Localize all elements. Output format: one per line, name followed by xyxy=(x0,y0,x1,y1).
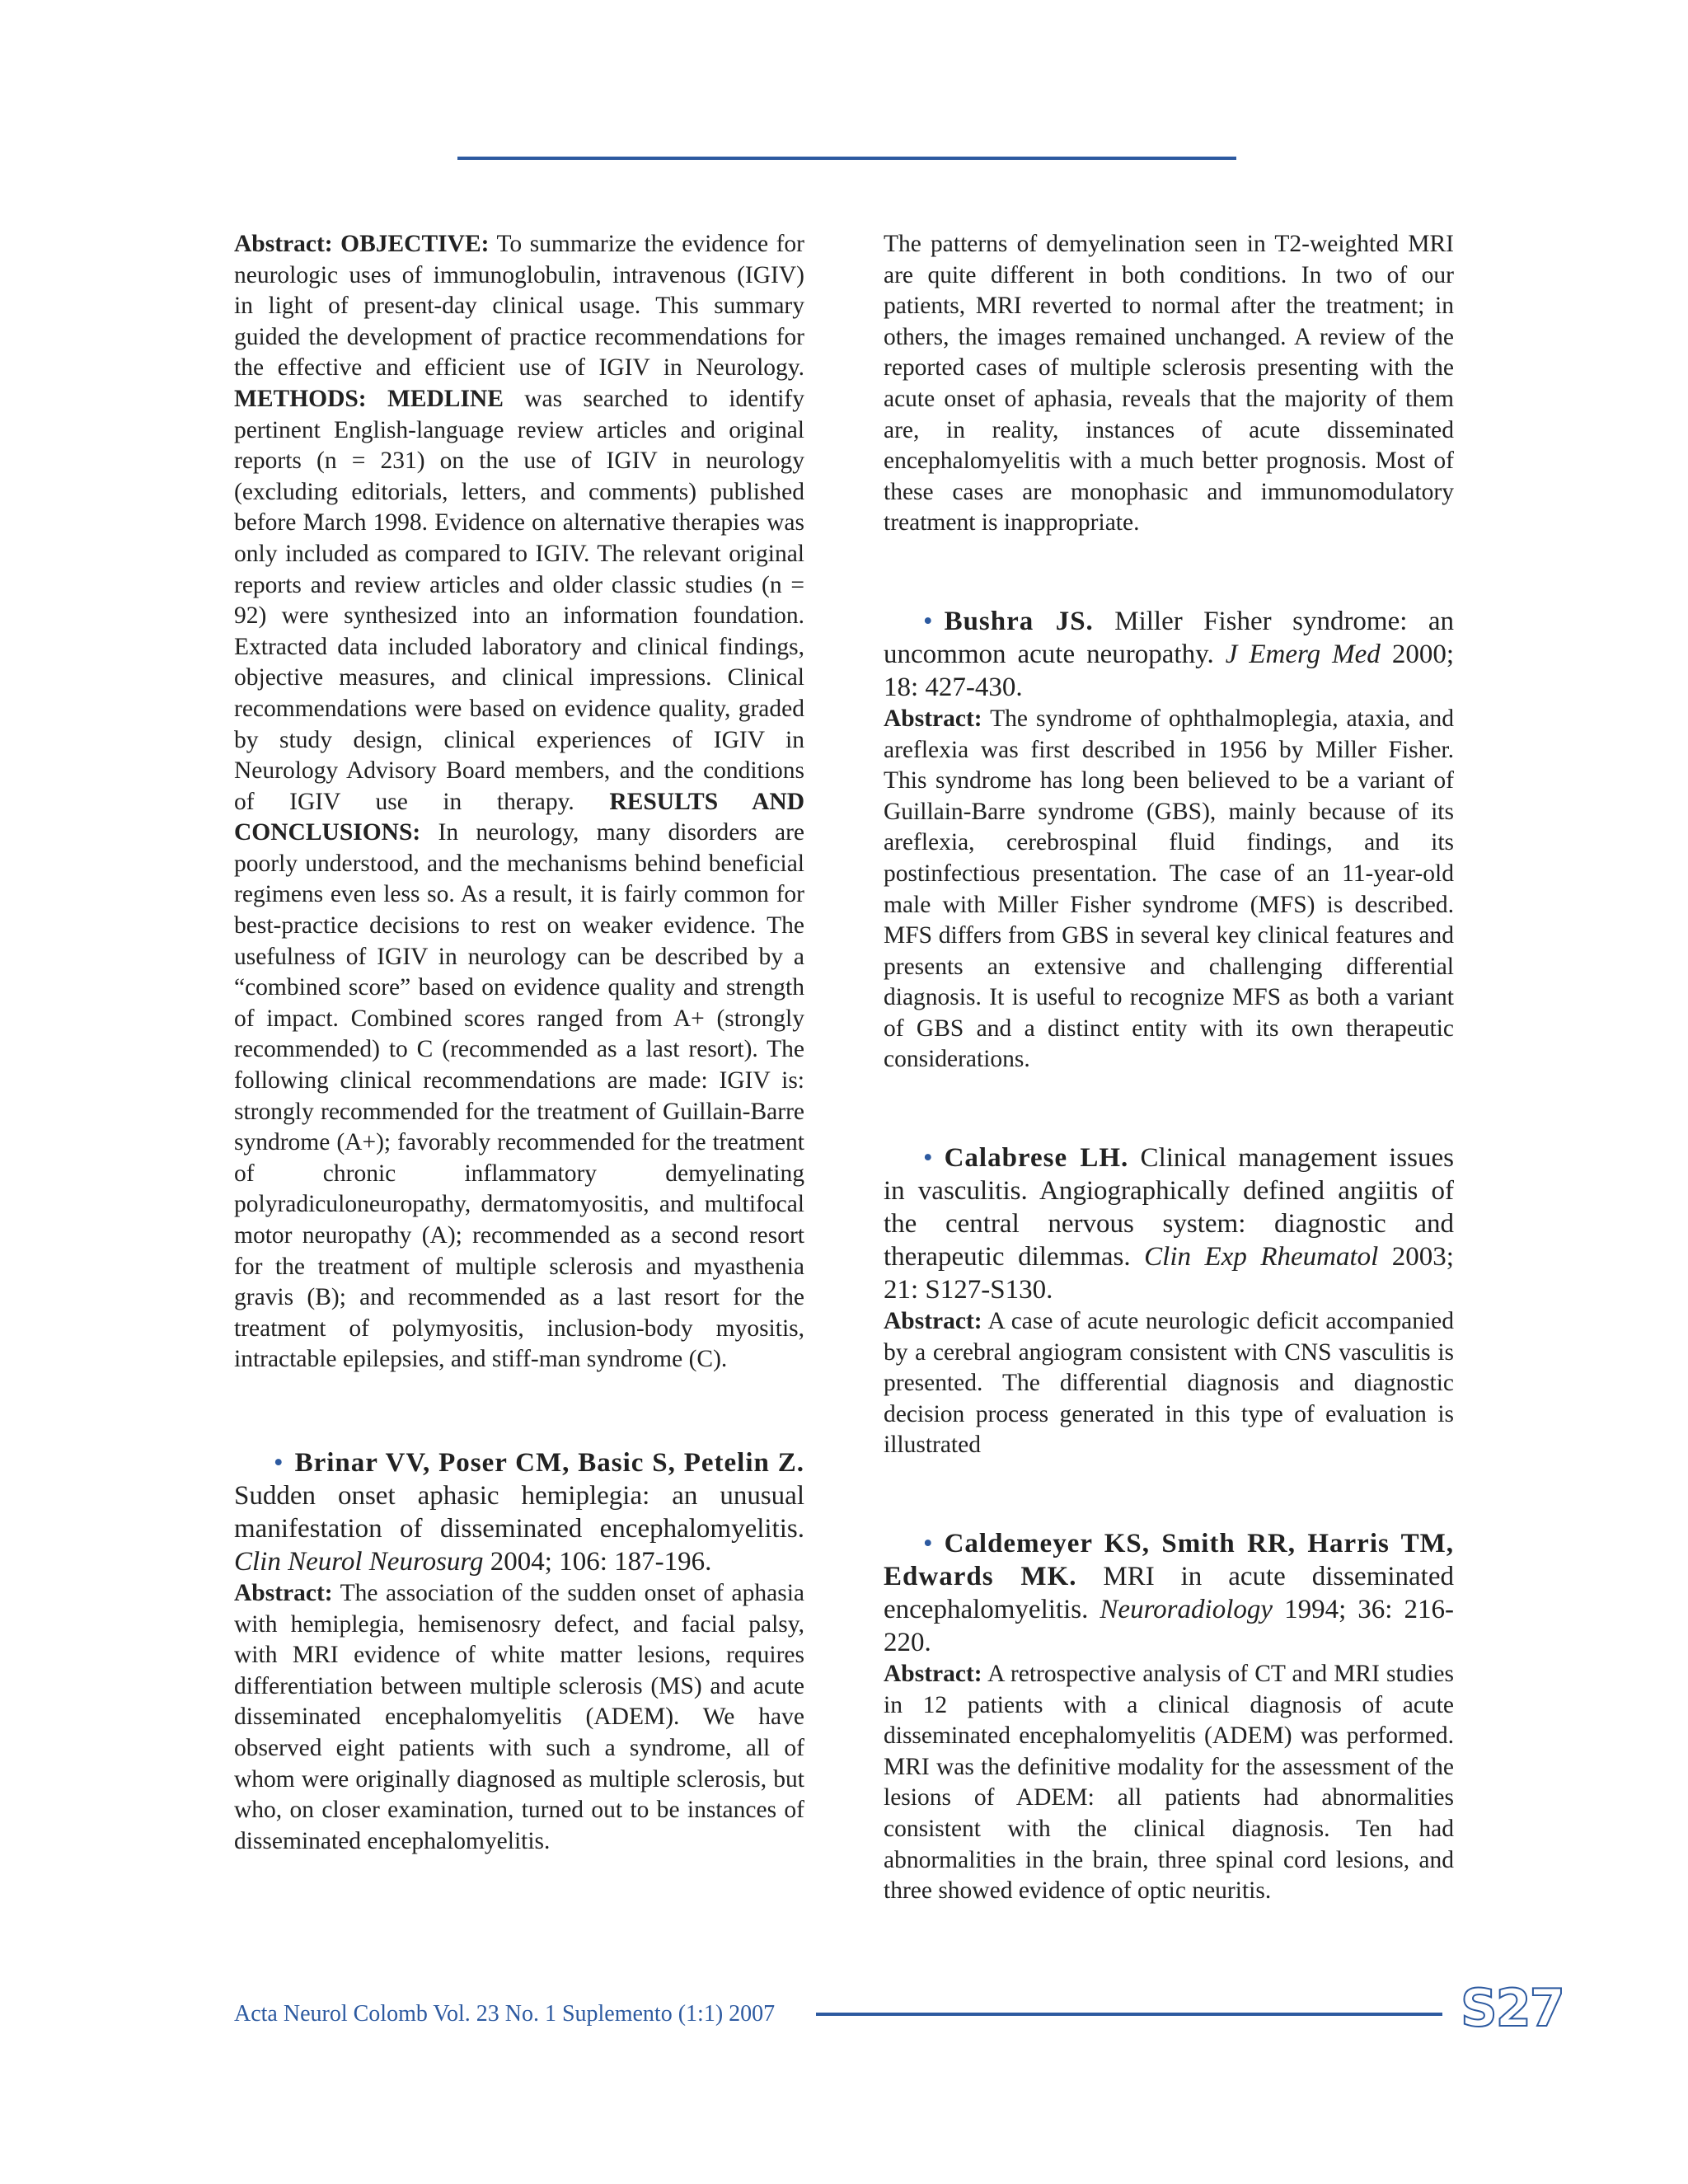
reference-abstract xyxy=(884,1306,1454,1461)
reference-abstract xyxy=(234,1578,804,1857)
reference-title: Sudden onset aphasic hemiplegia: an unusual manifestation of disseminated encephalomyelitis. xyxy=(234,1480,804,1544)
abstract-continuation: The patterns of demyelination seen in T2-weighted MRI are quite different in both conditions. In two of our patients, MRI reverted to normal after the treatment; in others, the images remained unchanged. A review of the reported cases of multiple sclerosis presenting with the acute onset of aphasia, reveals that the majority of them are, in reality, instances of acute disseminated encephalomyelitis with a much better prognosis. Most of these cases are monophasic and immunomodulatory treatment is inappropriate. xyxy=(884,231,1454,537)
reference-ref: 2003; 21: S127-S130. xyxy=(884,1242,1454,1305)
results-label: RESULTS AND CONCLUSIONS: xyxy=(234,788,804,846)
reference-journal: J Emerg Med xyxy=(1225,639,1381,669)
methods-label: METHODS: MEDLINE xyxy=(234,385,504,412)
reference-citation xyxy=(884,1141,1454,1306)
brinar-continuation xyxy=(884,229,1454,539)
objective-label: Abstract: OBJECTIVE: xyxy=(234,231,490,257)
bullet-icon: • xyxy=(923,606,933,636)
reference-journal: Clin Neurol Neurosurg xyxy=(234,1546,484,1577)
page-number: S27 xyxy=(1461,1978,1564,2038)
reference-entry-brinar xyxy=(234,1446,804,1857)
abstract-label: Abstract: xyxy=(884,1661,982,1688)
abstract-label: Abstract: xyxy=(234,1579,333,1606)
reference-entry-calabrese xyxy=(884,1141,1454,1461)
header-rule xyxy=(457,157,1236,160)
reference-authors: Brinar VV, Poser CM, Basic S, Petelin Z. xyxy=(294,1447,804,1478)
bullet-icon: • xyxy=(274,1447,284,1478)
right-column xyxy=(884,229,1454,1907)
abstract-text: The association of the sudden onset of aphasia with hemiplegia, hemisenosry defect, and facial palsy, with MRI evidence of white matter lesions, requires differentiation between multiple sclerosis (MS) and acute disseminated encephalomyelitis (ADEM). We have observed eight patients with such a syndrome, all of whom were originally diagnosed as multiple sclerosis, but who, on closer examination, turned out to be instances of disseminated encephalomyelitis. xyxy=(234,1579,804,1854)
reference-citation xyxy=(884,1527,1454,1659)
reference-authors: Calabrese LH. xyxy=(944,1143,1129,1174)
reference-citation xyxy=(234,1446,804,1578)
intro-text-3: In neurology, many disorders are poorly understood, and the mechanisms behind beneficial regimens even less so. As a result, it is fairly common for best-practice decisions to rest on weaker evidence. The usefulness of IGIV in neurology can be described by a “combined score” based on evidence quality and strength of impact. Combined scores ranged from A+ (strongly recommended) to C (recommended as a last resort). The following clinical recommendations are made: IGIV is: strongly recommended for the treatment of Guillain-Barre syndrome (A+); favorably recommended for the treatment of chronic inflammatory demyelinating polyradiculoneuropathy, dermatomyositis, and multifocal motor neuropathy (A); recommended as a second resort for the treatment of multiple sclerosis and myasthenia gravis (B); and recommended as a last resort for the treatment of polymyositis, inclusion-body myositis, intractable epilepsies, and stiff-man syndrome (C). xyxy=(234,819,804,1373)
reference-entry-bushra xyxy=(884,605,1454,1076)
abstract-text: A case of acute neurologic deficit accompanied by a cerebral angiogram consistent with CNS vasculitis is presented. The differential diagnosis and diagnostic decision process generated in this type of evaluation is illustrated xyxy=(884,1308,1454,1459)
reference-authors: Caldemeyer KS, Smith RR, Harris TM, Edwards MK. xyxy=(884,1529,1454,1592)
reference-citation xyxy=(884,605,1454,704)
intro-abstract-paragraph xyxy=(234,229,804,1376)
reference-ref: 1994; 36: 216-220. xyxy=(884,1595,1455,1658)
reference-journal: Clin Exp Rheumatol xyxy=(1144,1242,1379,1272)
abstract-text: A retrospective analysis of CT and MRI studies in 12 patients with a clinical diagnosis of acute disseminated encephalomyelitis (ADEM) was performed. MRI was the definitive modality for the assessment of the lesions of ADEM: all patients had abnormalities consistent with the clinical diagnosis. Ten had abnormalities in the brain, three spinal cord lesions, and three showed evidence of optic neuritis. xyxy=(884,1661,1454,1905)
reference-title: MRI in acute disseminated encephalomyelitis. xyxy=(884,1562,1454,1625)
reference-title: Miller Fisher syndrome: an uncommon acute neuropathy. xyxy=(884,606,1454,669)
abstract-label: Abstract: xyxy=(884,705,982,732)
reference-title: Clinical management issues in vasculitis. Angiographically defined angiitis of the central nervous system: diagnostic and therapeutic dilemmas. xyxy=(884,1143,1454,1272)
footer-rule xyxy=(816,2013,1442,2016)
intro-text-1: To summarize the evidence for neurologic uses of immunoglobulin, intravenous (IGIV) in light of present-day clinical usage. This summary guided the development of practice recommendations for the effective and efficient use of IGIV in Neurology. xyxy=(234,231,804,382)
abstract-label: Abstract: xyxy=(884,1308,982,1335)
reference-abstract xyxy=(884,704,1454,1076)
reference-ref: 2004; 106: 187-196. xyxy=(483,1546,712,1577)
bullet-icon: • xyxy=(923,1143,933,1174)
intro-text-2: was searched to identify pertinent English-language review articles and original reports (n = 231) on the use of IGIV in neurology (excluding editorials, letters, and comments) published before March 1998. Evidence on alternative therapies was only included as compared to IGIV. The relevant original reports and review articles and older classic studies (n = 92) were synthesized into an information foundation. Extracted data included laboratory and clinical findings, objective measures, and clinical impressions. Clinical recommendations were based on evidence quality, graded by study design, clinical experiences of IGIV in Neurology Advisory Board members, and the conditions of IGIV use in therapy. xyxy=(234,385,804,815)
journal-citation-footer: Acta Neurol Colomb Vol. 23 No. 1 Suplemento (1:1) 2007 xyxy=(234,2001,776,2027)
bullet-icon: • xyxy=(923,1529,933,1559)
reference-authors: Bushra JS. xyxy=(944,606,1094,636)
intro-abstract xyxy=(234,229,804,1376)
left-column xyxy=(234,229,804,1857)
reference-entry-caldemeyer xyxy=(884,1527,1454,1907)
abstract-text: The syndrome of ophthalmoplegia, ataxia, and areflexia was first described in 1956 by Miller Fisher. This syndrome has long been believed to be a variant of Guillain-Barre syndrome (GBS), mainly because of its areflexia, cerebrospinal fluid findings, and its postinfectious presentation. The case of an 11-year-old male with Miller Fisher syndrome (MFS) is described. MFS differs from GBS in several key clinical features and presents an extensive and challenging differential diagnosis. It is useful to recognize MFS as both a variant of GBS and a distinct entity with its own therapeutic considerations. xyxy=(884,705,1454,1073)
reference-abstract xyxy=(884,1659,1454,1907)
reference-ref: 2000; 18: 427-430. xyxy=(884,639,1455,702)
reference-journal: Neuroradiology xyxy=(1100,1595,1273,1625)
